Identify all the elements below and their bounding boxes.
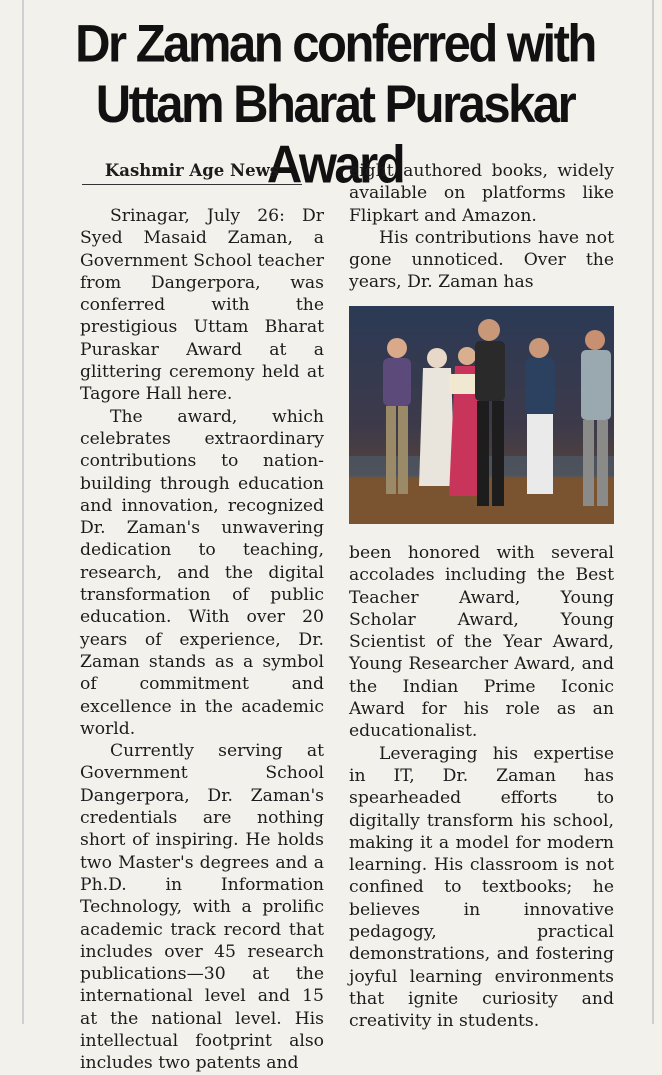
column-rule-right [652, 0, 654, 1024]
ceremony-photo [349, 306, 614, 524]
article-column-right-bottom [349, 542, 614, 1033]
headline-line-2: Uttam Bharat Puraskar Award [95, 75, 575, 195]
award-ceremony-photo-icon [349, 306, 614, 524]
paragraph-recognition-continued: been honored with several accolades including the Best Teacher Award, Young Scholar Award, Young Scientist of the Year Award, Young Researcher Award, and the Indian Prime Iconic Award for his role as an educationalist. [349, 543, 614, 742]
paragraph-award: The award, which celebrates extraordinary contributions to nation-building through education and innovation, recognized Dr. Zaman's unwavering dedication to teaching, research, and the digital transformation of public education. With over 20 years of experience, Dr. Zaman stands as a symbol of commitment and excellence in the academic world. [80, 406, 324, 739]
paragraph-dateline: Srinagar, July 26: Dr Syed Masaid Zaman, a Government School teacher from Dangerpora, was conferred with the prestigious Uttam Bharat Puraskar Award at a glittering ceremony held at Tagore Hall here. [80, 206, 324, 405]
paragraph-recognition-start: His contributions have not gone unnoticed. Over the years, Dr. Zaman has [349, 227, 614, 293]
column-rule-left [22, 0, 24, 1024]
byline: Kashmir Age News [82, 160, 302, 185]
paragraph-credentials: Currently serving at Government School Dangerpora, Dr. Zaman's credentials are nothing short of inspiring. He holds two Master's degrees and a Ph.D. in Information Technology, with a prolific academic track record that includes over 45 research publications—30 at the international level and 15 at the national level. His intellectual footprint also includes two patents and [80, 741, 324, 1074]
headline-line-1: Dr Zaman conferred with [75, 15, 595, 74]
article-column-right-top [349, 160, 614, 294]
paragraph-books-continued: eight authored books, widely available on platforms like Flipkart and Amazon. [349, 161, 614, 226]
paragraph-digital-transformation: Leveraging his expertise in IT, Dr. Zaman has spearheaded efforts to digitally transform his school, making it a model for modern learning. His classroom is not confined to textbooks; he believes in innovative pedagogy, practical demonstrations, and fostering joyful learning environments that ignite curiosity and creativity in students. [349, 743, 614, 1032]
article-column-left [80, 205, 324, 1075]
